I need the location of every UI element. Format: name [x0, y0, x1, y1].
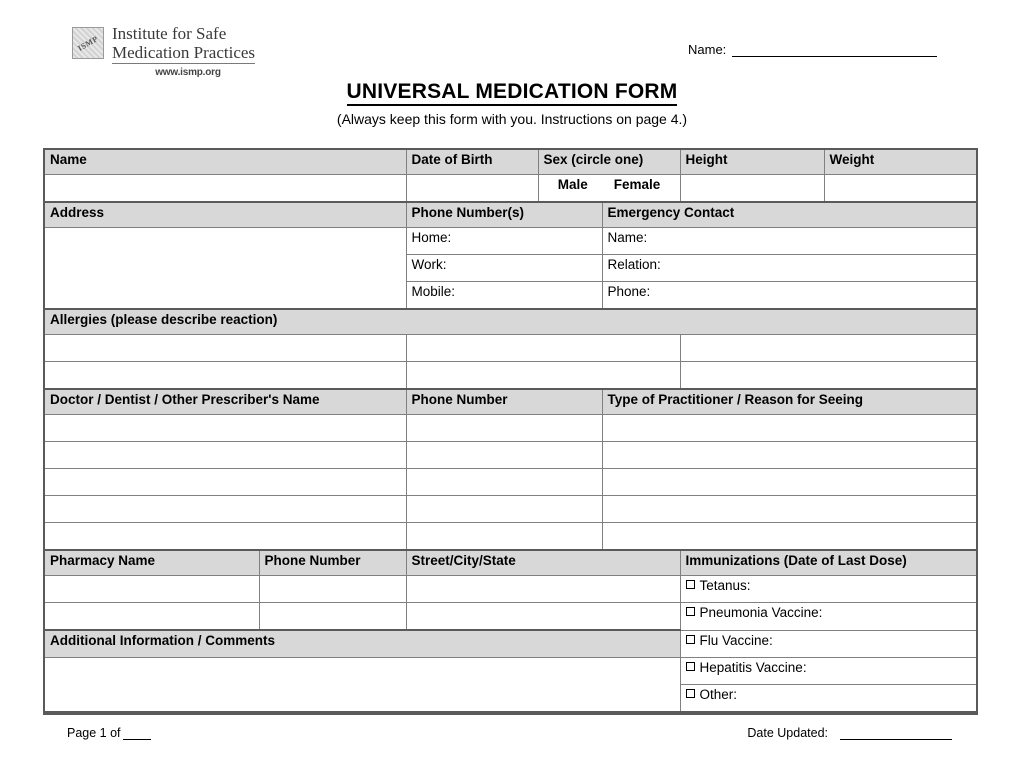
- phone-mobile-label[interactable]: Mobile:: [406, 282, 602, 310]
- emergency-relation-label[interactable]: Relation:: [602, 255, 977, 282]
- identity-dob-input[interactable]: [406, 175, 538, 203]
- sex-option-male[interactable]: Male: [557, 177, 588, 192]
- pharmacy-phone-input-1[interactable]: [259, 576, 406, 603]
- header-name-label: Name:: [688, 42, 727, 57]
- pharmacy-header-row: [44, 550, 977, 576]
- immunization-label-hepatitis: Hepatitis Vaccine:: [699, 659, 807, 675]
- prescriber-phone-input-5[interactable]: [406, 523, 602, 551]
- allergy-cell-2-2[interactable]: [406, 362, 680, 390]
- header-name-field[interactable]: [688, 42, 937, 57]
- additional-header-row: [44, 630, 977, 657]
- table-bottom-edge: [44, 712, 977, 714]
- immunization-item-pneumonia[interactable]: [680, 603, 977, 631]
- ismp-logo-icon: [72, 27, 104, 59]
- prescriber-phone-input-4[interactable]: [406, 496, 602, 523]
- table-row: [44, 442, 977, 469]
- ismp-logo: [72, 24, 282, 78]
- date-updated-label: Date Updated:: [747, 726, 828, 740]
- identity-weight-input[interactable]: [824, 175, 977, 203]
- prescribers-header-row: [44, 389, 977, 415]
- additional-info-input[interactable]: [44, 657, 680, 712]
- checkbox-icon[interactable]: [686, 580, 695, 589]
- table-row: [44, 576, 977, 603]
- checkbox-icon[interactable]: [686, 689, 695, 698]
- address-header: Address: [44, 202, 406, 228]
- allergies-row: [44, 362, 977, 390]
- table-bottom-border-row: [44, 712, 977, 714]
- prescriber-type-input-2[interactable]: [602, 442, 977, 469]
- allergies-row: [44, 335, 977, 362]
- checkbox-icon[interactable]: [686, 607, 695, 616]
- title-block: [0, 80, 1024, 127]
- page-footer: [43, 726, 976, 740]
- pharmacy-name-input-1[interactable]: [44, 576, 259, 603]
- ismp-logo-wordmark: [112, 24, 255, 64]
- identity-name-header: Name: [44, 149, 406, 175]
- page-header: [0, 0, 1024, 78]
- emergency-name-label[interactable]: Name:: [602, 228, 977, 255]
- pharmacy-phone-header: Phone Number: [259, 550, 406, 576]
- identity-height-input[interactable]: [680, 175, 824, 203]
- allergy-cell-1-1[interactable]: [44, 335, 406, 362]
- page-subtitle: (Always keep this form with you. Instructions on page 4.): [336, 111, 688, 127]
- date-updated-field[interactable]: [747, 726, 952, 740]
- pharmacy-address-input-2[interactable]: [406, 603, 680, 631]
- ismp-logo-line2: Medication Practices: [112, 43, 256, 62]
- prescriber-phone-input-3[interactable]: [406, 469, 602, 496]
- sex-option-female[interactable]: Female: [613, 177, 661, 192]
- prescriber-name-header: Doctor / Dentist / Other Prescriber's Name: [44, 389, 406, 415]
- emergency-contact-header: Emergency Contact: [602, 202, 977, 228]
- table-row: [44, 469, 977, 496]
- phone-work-label[interactable]: Work:: [406, 255, 602, 282]
- immunization-item-other[interactable]: [680, 684, 977, 712]
- identity-dob-header: Date of Birth: [406, 149, 538, 175]
- immunization-label-other: Other:: [699, 686, 738, 702]
- page-title: UNIVERSAL MEDICATION FORM: [347, 80, 678, 106]
- address-input[interactable]: [44, 228, 406, 310]
- identity-sex-options[interactable]: [538, 175, 680, 203]
- allergy-cell-1-2[interactable]: [406, 335, 680, 362]
- prescriber-name-input-1[interactable]: [44, 415, 406, 442]
- allergy-cell-1-3[interactable]: [680, 335, 977, 362]
- identity-weight-header: Weight: [824, 149, 977, 175]
- contact-row-home: [44, 228, 977, 255]
- identity-header-row: [44, 149, 977, 175]
- identity-name-input[interactable]: [44, 175, 406, 203]
- additional-info-header: Additional Information / Comments: [44, 630, 680, 657]
- medication-form-table: [43, 148, 978, 715]
- emergency-phone-label[interactable]: Phone:: [602, 282, 977, 310]
- ismp-logo-line1: Institute for Safe: [112, 24, 227, 43]
- immunization-item-hepatitis[interactable]: [680, 657, 977, 684]
- prescriber-name-input-5[interactable]: [44, 523, 406, 551]
- additional-body-row: [44, 657, 977, 684]
- table-row: [44, 415, 977, 442]
- table-row: [44, 496, 977, 523]
- prescriber-phone-header: Phone Number: [406, 389, 602, 415]
- prescriber-type-input-4[interactable]: [602, 496, 977, 523]
- pharmacy-address-header: Street/City/State: [406, 550, 680, 576]
- checkbox-icon[interactable]: [686, 635, 695, 644]
- prescriber-type-input-3[interactable]: [602, 469, 977, 496]
- immunization-item-flu[interactable]: [680, 630, 977, 657]
- identity-sex-header: Sex (circle one): [538, 149, 680, 175]
- prescriber-name-input-3[interactable]: [44, 469, 406, 496]
- allergies-header-row: [44, 309, 977, 335]
- immunizations-header: Immunizations (Date of Last Dose): [680, 550, 977, 576]
- identity-value-row: [44, 175, 977, 203]
- contact-header-row: [44, 202, 977, 228]
- pharmacy-name-input-2[interactable]: [44, 603, 259, 631]
- ismp-logo-url: www.ismp.org: [155, 67, 221, 78]
- prescriber-phone-input-2[interactable]: [406, 442, 602, 469]
- prescriber-type-input-1[interactable]: [602, 415, 977, 442]
- immunization-item-tetanus[interactable]: [680, 576, 977, 603]
- phone-home-label[interactable]: Home:: [406, 228, 602, 255]
- prescriber-phone-input-1[interactable]: [406, 415, 602, 442]
- immunization-label-pneumonia: Pneumonia Vaccine:: [699, 605, 823, 620]
- ismp-logo-mark-text: ISMP: [76, 33, 100, 53]
- allergies-header: Allergies (please describe reaction): [44, 309, 977, 335]
- prescriber-name-input-2[interactable]: [44, 442, 406, 469]
- prescriber-type-input-5[interactable]: [602, 523, 977, 551]
- allergy-cell-2-3[interactable]: [680, 362, 977, 390]
- header-name-input[interactable]: [732, 44, 937, 57]
- prescriber-name-input-4[interactable]: [44, 496, 406, 523]
- immunization-label-tetanus: Tetanus:: [699, 578, 751, 593]
- identity-height-header: Height: [680, 149, 824, 175]
- immunization-label-flu: Flu Vaccine:: [699, 632, 773, 648]
- allergy-cell-2-1[interactable]: [44, 362, 406, 390]
- pharmacy-phone-input-2[interactable]: [259, 603, 406, 631]
- checkbox-icon[interactable]: [686, 662, 695, 671]
- prescriber-type-header: Type of Practitioner / Reason for Seeing: [602, 389, 977, 415]
- date-updated-input[interactable]: [840, 728, 952, 740]
- phone-numbers-header: Phone Number(s): [406, 202, 602, 228]
- page-total-input[interactable]: [123, 728, 151, 740]
- page-number-label: Page 1 of: [67, 726, 121, 740]
- table-row: [44, 603, 977, 631]
- pharmacy-address-input-1[interactable]: [406, 576, 680, 603]
- table-row: [44, 523, 977, 551]
- page-number-field: [67, 726, 151, 740]
- pharmacy-name-header: Pharmacy Name: [44, 550, 259, 576]
